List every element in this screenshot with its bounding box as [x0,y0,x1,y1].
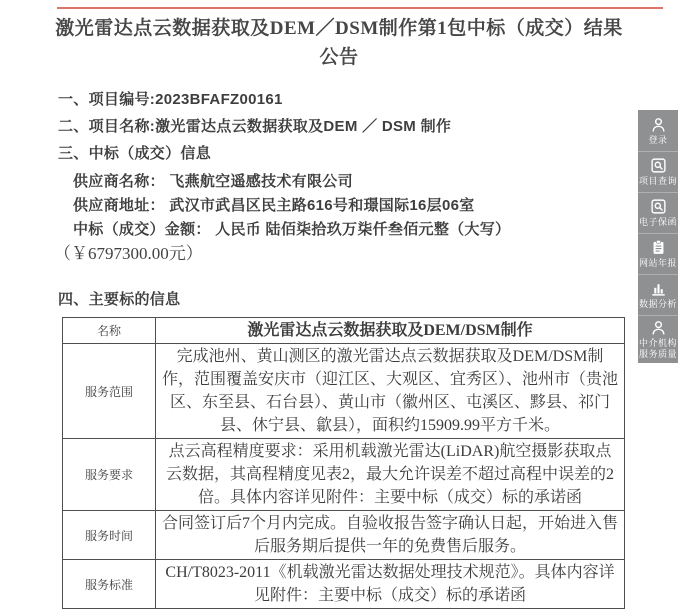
search-doc-icon [650,157,667,174]
bar-chart-icon [650,280,667,297]
sidebar-item-label: 中介机构服务质量 [639,338,678,359]
table-row [63,318,625,344]
row-value: CH/T8023-2011《机载激光雷达数据处理技术规范》。具体内容详见附件：主要中标（成交）标的承诺函 [156,560,625,609]
row-label: 名称 [63,318,156,344]
award-amount-numeric: （￥6797300.00元） [54,244,203,263]
page-title-line2: 公告 [319,47,359,68]
table-row [63,560,625,609]
table-row [63,511,625,560]
sidebar-item-login[interactable] [638,110,678,151]
sidebar-item-label: 数据分析 [639,299,678,309]
sidebar-item-e-guarantee[interactable] [638,192,678,233]
row-value: 完成池州、黄山测区的激光雷达点云数据获取及DEM/DSM制作，范围覆盖安庆市（迎江区、大观区、宜秀区）、池州市（贵池区、东至县、石台县）、黄山市（徽州区、屯溪区、黟县、祁门县、休宁县、歙县），面积约15909.99平方千米。 [156,344,625,439]
sidebar-item-label: 电子保函 [639,217,678,227]
report-icon [650,239,667,256]
search-doc-icon [650,198,667,215]
sidebar-item-label: 项目查询 [639,176,678,186]
floating-tool-sidebar [638,110,678,363]
row-label: 服务标准 [63,560,156,609]
sidebar-item-data-analysis[interactable] [638,274,678,315]
main-subject-table [62,317,625,609]
row-value: 点云高程精度要求：采用机载激光雷达(LiDAR)航空摄影获取点云数据，其高程精度见表2，最大允许误差不超过高程中误差的2倍。具体内容详见附件：主要中标（成交）标的承诺函 [156,439,625,511]
row-label: 服务时间 [63,511,156,560]
award-info-heading: 三、中标（成交）信息 [58,145,212,162]
supplier-address: 供应商地址： 武汉市武昌区民主路616号和璟国际16层06室 [73,197,475,214]
row-label: 服务范围 [63,344,156,439]
sidebar-item-agency-service-quality[interactable] [638,315,678,363]
project-number: 一、项目编号:2023BFAFZ00161 [58,91,283,108]
sidebar-item-label: 登录 [648,134,668,145]
table-row [63,344,625,439]
row-label: 服务要求 [63,439,156,511]
sidebar-item-project-search[interactable] [638,151,678,192]
project-name: 二、项目名称:激光雷达点云数据获取及DEM ／ DSM 制作 [58,118,452,135]
award-amount: 中标（成交）金额： 人民币 陆佰柒拾玖万柒仟叁佰元整（大写） [73,221,511,238]
row-value: 激光雷达点云数据获取及DEM/DSM制作 [156,318,625,344]
page-title [30,14,648,72]
sidebar-item-annual-report[interactable] [638,233,678,274]
table-row [63,439,625,511]
row-value: 合同签订后7个月内完成。自验收报告签字确认日起，开始进入售后服务期后提供一年的免费售后服务。 [156,511,625,560]
supplier-name: 供应商名称： 飞燕航空遥感技术有限公司 [73,173,353,190]
sidebar-item-label: 网站年报 [639,258,678,268]
page-title-line1: 激光雷达点云数据获取及DEM／DSM制作第1包中标（成交）结果 [55,18,623,39]
user-icon [650,319,667,336]
user-icon [650,116,667,133]
main-subject-heading: 四、主要标的信息 [58,291,181,308]
top-accent-rule [57,7,663,9]
